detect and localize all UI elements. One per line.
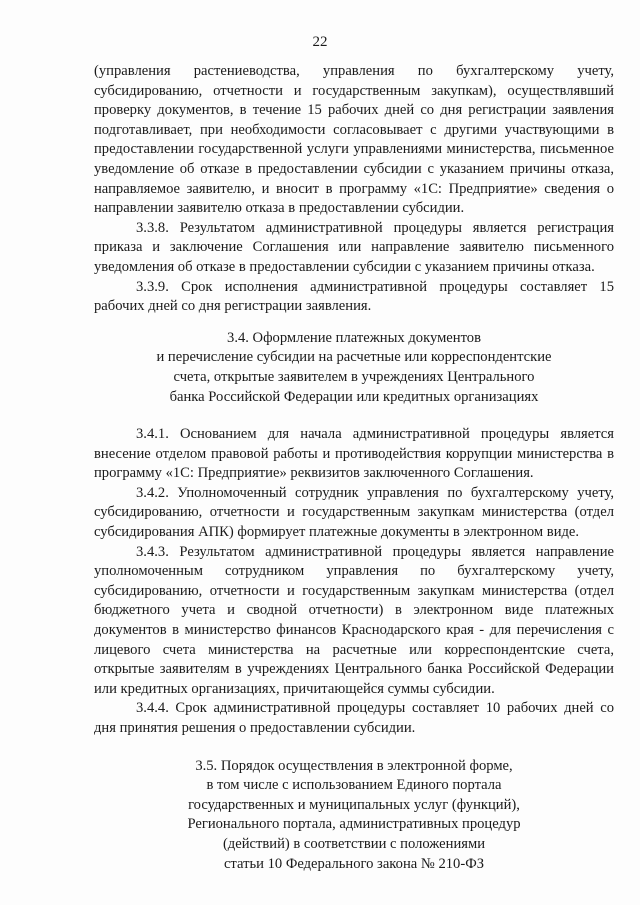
document-body <box>94 62 614 874</box>
heading-line: государственных и муниципальных услуг (функций), <box>188 796 520 813</box>
heading-line: (действий) в соответствии с положениями <box>222 835 486 852</box>
heading-line: и перечисление субсидии на расчетные или корреспондентские <box>156 349 552 366</box>
heading-line: Регионального портала, административных процедур <box>187 816 521 833</box>
paragraph-3-4-4: 3.4.4. Срок административной процедуры составляет 10 рабочих дней со дня принятия решения о предоставлении субсидии. <box>94 700 614 736</box>
paragraphs-3-4 <box>94 425 614 739</box>
heading-line: счета, открытые заявителем в учреждениях Центрального <box>173 368 535 385</box>
heading-line: в том числе с использованием Единого портала <box>206 777 502 794</box>
paragraph-3-4-2: 3.4.2. Уполномоченный сотрудник управления по бухгалтерскому учету, субсидированию, отчетности и государственным закупкам министерства (отдел субсидирования АПК) формирует платежные документы в электронном виде. <box>94 484 614 541</box>
paragraph-3-3-8: 3.3.8. Результатом административной процедуры является регистрация приказа и заключение Соглашения или направление заявителю письменного уведомления об отказе в предоставлении субсидии с указанием причины отказа. <box>94 219 614 275</box>
paragraph-3-3-9: 3.3.9. Срок исполнения административной процедуры составляет 15 рабочих дней со дня регистрации заявления. <box>94 278 614 315</box>
heading-line: статьи 10 Федерального закона № 210-ФЗ <box>223 855 485 872</box>
heading-line: 3.4. Оформление платежных документов <box>227 329 481 346</box>
heading-line: 3.5. Порядок осуществления в электронной форме, <box>195 757 513 774</box>
paragraph-3-4-1: 3.4.1. Основанием для начала административной процедуры является внесение отделом правовой работы и противодействия коррупции министерства в программу «1С: Предприятие» реквизитов заключенного Соглашения. <box>94 426 614 482</box>
page-number: 22 <box>312 34 328 50</box>
section-heading-3-4 <box>94 329 614 407</box>
paragraphs-top <box>94 62 614 317</box>
section-heading-3-5 <box>94 757 614 875</box>
paragraph-continued: (управления растениеводства, управления по бухгалтерскому учету, субсидированию, отчетности и государственным закупкам), осуществлявший проверку документов, в течение 15 рабочих дней со дня регистрации заявления подготавливает, при необходимости согласовывает с другими участвующими в предоставлении государственной услуги управлениями министерства, письменное уведомление об отказе в предоставлении субсидии с указанием причины отказа, направляемое заявителю, и вносит в программу «1С: Предприятие» сведения о направлении заявителю отказа в предоставлении субсидии. <box>94 63 614 217</box>
heading-line: банка Российской Федерации или кредитных организациях <box>169 388 539 405</box>
paragraph-3-4-3: 3.4.3. Результатом административной процедуры является направление уполномоченным сотрудником управления по бухгалтерскому учету, субсидированию, отчетности и государственным закупкам министерства (отдел бюджетного учета и сводной отчетности) в электронном виде платежных документов в министерство финансов Краснодарского края - для перечисления с лицевого счета министерства на расчетные или корреспондентские счета, открытые заявителям в учреждениях Центрального банка Российской Федерации или кредитных организациях, причитающейся суммы субсидии. <box>94 543 614 697</box>
